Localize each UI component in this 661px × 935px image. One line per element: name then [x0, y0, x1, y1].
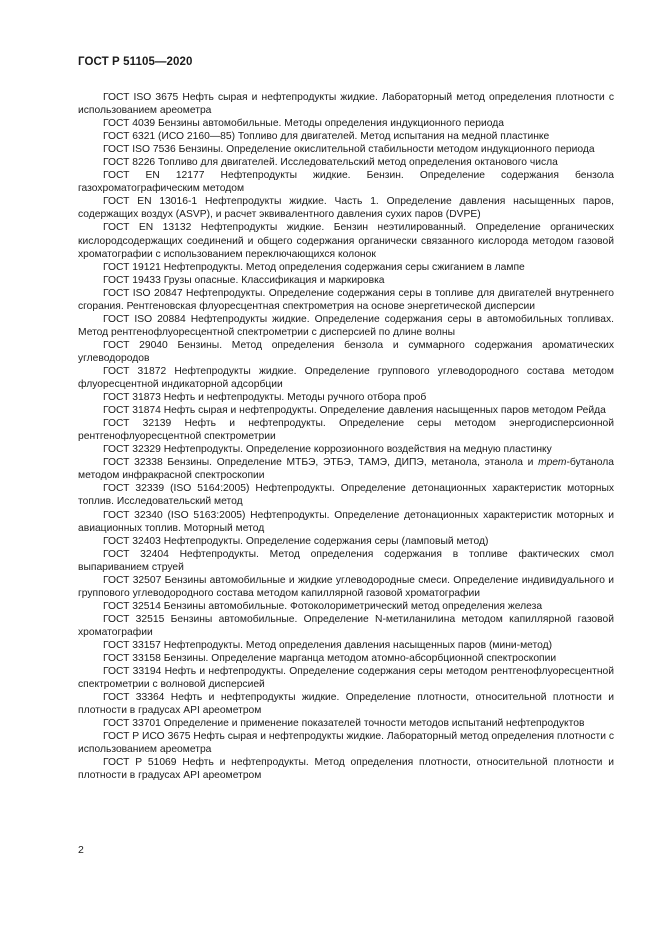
reference-item: ГОСТ 32507 Бензины автомобильные и жидкие углеводородные смеси. Определение индивидуального и группового углеводородного состава методом капиллярной газовой хроматографии	[78, 574, 614, 599]
reference-item: ГОСТ 32404 Нефтепродукты. Метод определения содержания в топливе фактических смол выпариванием струей	[78, 548, 614, 573]
reference-item: ГОСТ 31872 Нефтепродукты жидкие. Определение группового углеводородного состава методом флуоресцентной индикаторной адсорбции	[78, 365, 614, 391]
reference-item: ГОСТ 33194 Нефть и нефтепродукты. Определение содержания серы методом рентгенофлуоресцентной спектрометрии с волновой дисперсией	[78, 666, 614, 691]
reference-item: ГОСТ 32340 (ISO 5163:2005) Нефтепродукты. Определение детонационных характеристик моторных и авиационных топлив. Моторный метод	[78, 509, 614, 534]
reference-item: ГОСТ ISO 7536 Бензины. Определение окислительной стабильности методом индукционного периода	[103, 144, 595, 156]
reference-item: ГОСТ 33364 Нефть и нефтепродукты жидкие. Определение плотности, относительной плотности и плотности в градусах API ареометром	[78, 692, 614, 717]
reference-item: ГОСТ 19433 Грузы опасные. Классификация и маркировка	[103, 274, 385, 286]
reference-item: ГОСТ 29040 Бензины. Метод определения бензола и суммарного содержания ароматических углеводородов	[78, 339, 614, 364]
page-number: 2	[78, 844, 84, 856]
reference-item: ГОСТ ISO 20847 Нефтепродукты. Определение содержания серы в топливе для двигателей внутреннего сгорания. Рентгеновская флуоресцентная спектрометрия на основе энергетической дисперсии	[78, 287, 614, 312]
reference-item: ГОСТ 8226 Топливо для двигателей. Исследовательский метод определения октанового числа	[103, 157, 558, 169]
reference-item: ГОСТ 32338 Бензины. Определение МТБЭ, ЭТБЭ, ТАМЭ, ДИПЭ, метанола, этанола и трет-бутанола методом инфракрасной спектроскопии	[78, 457, 614, 482]
normative-references-list	[78, 91, 614, 782]
document-header: ГОСТ Р 51105—2020	[78, 56, 193, 68]
reference-item: ГОСТ 31874 Нефть сырая и нефтепродукты. Определение давления насыщенных паров методом Рейда	[103, 405, 606, 417]
reference-item: ГОСТ 19121 Нефтепродукты. Метод определения содержания серы сжиганием в лампе	[103, 261, 525, 273]
reference-item: ГОСТ 32514 Бензины автомобильные. Фотоколориметрический метод определения железа	[103, 600, 543, 612]
reference-item: ГОСТ ISO 3675 Нефть сырая и нефтепродукты жидкие. Лабораторный метод определения плотности с использованием ареометра	[78, 92, 614, 117]
reference-item: ГОСТ ISO 20884 Нефтепродукты жидкие. Определение содержания серы в автомобильных топливах. Метод рентгенофлуоресцентной спектрометрии с дисперсией по длине волны	[78, 313, 614, 338]
reference-item: ГОСТ EN 12177 Нефтепродукты жидкие. Бензин. Определение содержания бензола газохроматографическим методом	[78, 170, 614, 195]
reference-item: ГОСТ 6321 (ИСО 2160—85) Топливо для двигателей. Метод испытания на медной пластинке	[103, 131, 550, 143]
reference-item: ГОСТ 31873 Нефть и нефтепродукты. Методы ручного отбора проб	[103, 392, 427, 404]
reference-item: ГОСТ 33158 Бензины. Определение марганца методом атомно-абсорбционной спектроскопии	[103, 653, 557, 665]
reference-item: ГОСТ 32403 Нефтепродукты. Определение содержания серы (ламповый метод)	[103, 535, 489, 547]
reference-item: ГОСТ 33701 Определение и применение показателей точности методов испытаний нефтепродуктов	[103, 718, 585, 730]
reference-item: ГОСТ 32139 Нефть и нефтепродукты. Определение серы методом энергодисперсионной рентгенофлуоресцентной спектрометрии	[78, 418, 614, 443]
reference-item: ГОСТ Р ИСО 3675 Нефть сырая и нефтепродукты жидкие. Лабораторный метод определения плотности с использованием ареометра	[78, 731, 614, 756]
reference-item: ГОСТ EN 13132 Нефтепродукты жидкие. Бензин неэтилированный. Определение органических кислородсодержащих соединений и общего содержания органически связанного кислорода методом газовой хроматографии с использованием переключающихся колонок	[78, 222, 614, 260]
reference-item: ГОСТ 32339 (ISO 5164:2005) Нефтепродукты. Определение детонационных характеристик моторных топлив. Исследовательский метод	[78, 483, 614, 508]
reference-item: ГОСТ 33157 Нефтепродукты. Метод определения давления насыщенных паров (мини-метод)	[103, 639, 553, 651]
reference-item: ГОСТ 32515 Бензины автомобильные. Определение N-метиланилина методом капиллярной газовой хроматографии	[78, 613, 614, 638]
reference-item: ГОСТ Р 51069 Нефть и нефтепродукты. Метод определения плотности, относительной плотности и плотности в градусах API ареометром	[78, 757, 614, 782]
reference-item: ГОСТ EN 13016-1 Нефтепродукты жидкие. Часть 1. Определение давления насыщенных паров, содержащих воздух (ASVP), и расчет эквивалентного давления сухих паров (DVPE)	[78, 196, 614, 221]
reference-item: ГОСТ 4039 Бензины автомобильные. Методы определения индукционного периода	[103, 118, 504, 130]
reference-item: ГОСТ 32329 Нефтепродукты. Определение коррозионного воздействия на медную пластинку	[103, 444, 552, 456]
